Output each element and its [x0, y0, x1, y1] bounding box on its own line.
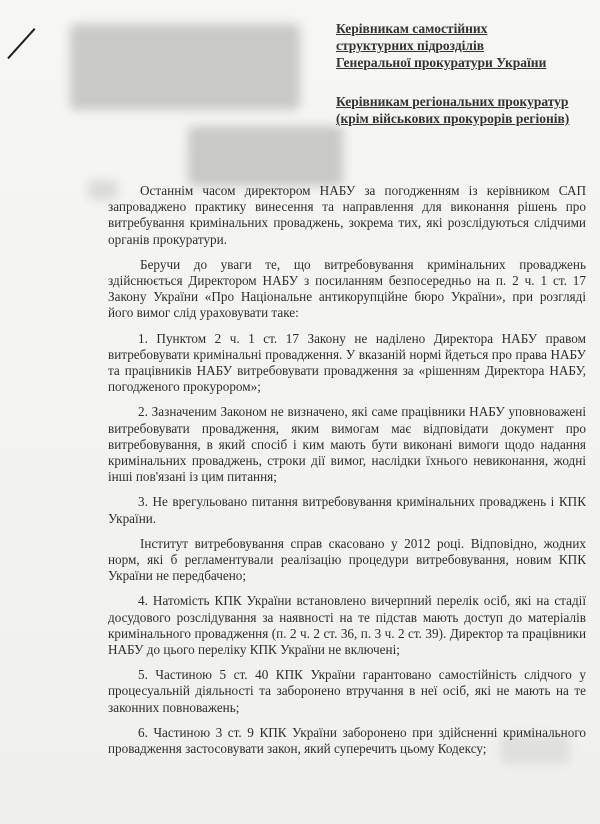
letter-body [108, 183, 586, 766]
paragraph-intro: Останнім часом директором НАБУ за погодженням із керівником САП запроваджено практику винесення та направлення для виконання рішень про витребування кримінальних проваджень, зокрема тих, які розслідуються слідчими органів прокуратури. [108, 183, 586, 247]
addressee-line: структурних підрозділів [336, 38, 485, 53]
redacted-handwriting-area [70, 24, 300, 110]
addressee-block [336, 20, 586, 127]
addressee-line: (крім військових прокурорів регіонів) [336, 111, 570, 126]
addressee-line: Генеральної прокуратури України [336, 55, 547, 70]
paragraph-institute: Інститут витребовування справ скасовано у 2012 році. Відповідно, жодних норм, які б регламентували реалізацію процедури витребовування, новим КПК України не передбачено; [108, 535, 586, 584]
addressee-line: Керівникам самостійних [336, 21, 488, 36]
paragraph-point-2: 2. Зазначеним Законом не визначено, які саме працівники НАБУ уповноважені витребовувати провадження, яким вимогам має відповідати документ про витребовування, в який спосіб і ким мають бути виконані вимоги щодо надання кримінальних проваджень, строки дії вимог, наслідки їхнього невиконання, жодні інші пов'язані із цим питання; [108, 404, 586, 485]
addressee-line: Керівникам регіональних прокуратур [336, 94, 569, 109]
paragraph-point-4: 4. Натомість КПК України встановлено вичерпний перелік осіб, які на стадії досудового розслідування за наявності на те підстав мають доступ до матеріалів кримінального провадження (п. 2 ч. 2 ст. 36, п. 3 ч. 2 ст. 39). Директор та працівники НАБУ до цього переліку КПК України не включені; [108, 593, 586, 658]
redacted-signature-area [188, 126, 343, 186]
paragraph-point-6: 6. Частиною 3 ст. 9 КПК України заборонено при здійсненні кримінального провадження застосовувати закон, який суперечить цьому Кодексу; [108, 724, 586, 757]
paragraph-point-3: 3. Не врегульовано питання витребовування кримінальних проваджень і КПК України. [108, 494, 586, 526]
paragraph-point-1: 1. Пунктом 2 ч. 1 ст. 17 Закону не наділено Директора НАБУ правом витребовувати кримінальні провадження. У вказаній нормі йдеться про права НАБУ та працівників НАБУ витребовувати провадження за «рішенням Директора НАБУ, погодженого прокурором»; [108, 330, 586, 395]
handwritten-slash-mark [7, 28, 35, 59]
paragraph-considerations: Беручи до уваги те, що витребовування кримінальних проваджень здійснюється Директором НАБУ з посиланням безпосередньо на п. 2 ч. 1 ст. 17 Закону України «Про Національне антикорупційне бюро України», при розгляді його вимог слід ураховувати таке: [108, 256, 586, 321]
paragraph-point-5: 5. Частиною 5 ст. 40 КПК України гарантовано самостійність слідчого у процесуальній діяльності та заборонено втручання в неї осіб, які не мають на те законних повноважень; [108, 667, 586, 715]
